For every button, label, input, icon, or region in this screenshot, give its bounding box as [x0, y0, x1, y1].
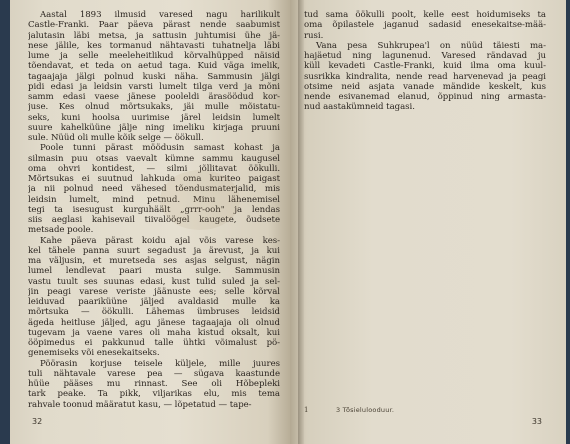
text-line: oma ohvri kontidest, — silmi jõllitavat öökulli.	[28, 163, 280, 174]
right-page	[290, 0, 566, 444]
text-line: tugevam ja vaene vares oli maha kistud oksalt, kui	[28, 327, 280, 338]
text-line: Mõrtsukas ei suutnud lahkuda oma kuriteo paigast	[28, 174, 280, 184]
text-line: jin peagi varese veriste jäänuste ees; selle kõrval	[28, 286, 280, 297]
text-line: nende esivanemad elanud, õppinud ning armasta-	[304, 92, 546, 102]
text-line: Castle-Franki. Paar päeva pärast nende saabumist	[28, 20, 280, 31]
signature-line	[336, 406, 394, 414]
text-line: otsime neid asjata vanade mändide keskelt, kus	[304, 81, 546, 92]
text-line: seks, kuni hoolsa uurimise järel leidsin lumelt	[28, 112, 280, 123]
text-line: leidsin lumelt, mind petnud. Minu lähenemisel	[28, 194, 280, 205]
text-line: ägeda heitluse jäljed, agu jänese tagaajaja oli olnud	[28, 317, 280, 328]
text-line: Kahe päeva pärast koidu ajal võis varese kes-	[40, 235, 280, 246]
signature-mark: 1	[304, 406, 309, 414]
text-line: tegi ta isesugust kurguhäält „grrr-ooh" ja lendas	[28, 204, 280, 215]
text-line: Poole tunni pärast möödusin samast kohast ja	[40, 143, 280, 154]
text-line: rahvale toonud määratut kasu, — lõpetatud — tape-	[28, 399, 252, 410]
text-line: tagaajaja jälgi polnud kuski näha. Sammusin jälgi	[28, 71, 280, 82]
text-line: metsade poole.	[28, 225, 94, 236]
text-line: susrikka kindralita, nende read harvenevad ja peagi	[304, 71, 546, 82]
text-line: hüüe pääses mu rinnast. See oli Hõbepleki	[28, 379, 280, 389]
text-line: ja nii polnud need vähesed tõendusmaterjalid, mis	[28, 184, 280, 195]
text-line: suure kahelküüne jälje ning imeliku kirjaga pruuni	[28, 122, 280, 133]
text-line: tuli nähtavale varese pea — sügava kaastunde	[28, 368, 280, 379]
text-line: nud aastakümneid tagasi.	[304, 102, 415, 113]
book-gutter	[298, 0, 304, 444]
text-line: tud sama öökulli poolt, kelle eest hoidumiseks ta	[304, 10, 546, 20]
text-line: genemiseks või enesekaitseks.	[28, 348, 160, 359]
text-line: leiduvad paariküüne jäljed avaldasid mulle ka	[28, 297, 280, 307]
text-line: rusi.	[304, 30, 324, 41]
text-line: lumel lendlevat paari musta sulge. Sammusin	[28, 266, 280, 277]
text-line: siis aeglasi kahisevail tiivalöögel kaugete, õudsete	[28, 215, 280, 225]
left-page	[10, 0, 290, 444]
text-line: pidi edasi ja leidsin varsti lumelt tilga verd ja mõni	[28, 81, 280, 92]
text-line: Vana pesa Suhkrupea'l on nüüd täiesti ma-	[316, 40, 546, 51]
text-line: lume ja selle meeleheitlikud kõrvalhüpped näisid	[28, 51, 280, 61]
text-line: silmasin puu otsas vaevalt kümne sammu kaugusel	[28, 153, 280, 164]
text-line: Aastal 1893 ilmusid varesed nagu harilikult	[40, 10, 280, 20]
text-line: juse. Kes olnud mõrtsukaks, jäi mulle mõistatu-	[28, 102, 280, 113]
left-page-number: 32	[32, 417, 43, 426]
text-line: kel tähele panna suurt segadust ja ärevust, ja kui	[28, 245, 280, 256]
text-line: samm edasi vaese jänese pooleldi ärasöödud kor-	[28, 92, 280, 102]
left-page-text	[28, 10, 280, 410]
text-line: tark peake. Ta pikk, viljarikas elu, mis tema	[28, 389, 280, 400]
right-page-text	[304, 10, 546, 113]
book-spread	[10, 0, 566, 444]
text-line: vastu tuult ses suunas edasi, kust tulid suled ja sel-	[28, 276, 280, 287]
text-line: mõrtsuka — öökulli. Lähemas ümbruses leidsid	[28, 307, 280, 318]
text-line: sule. Nüüd oli mulle kõik selge — öökull.	[28, 133, 204, 143]
signature-title: Tõsielulooduur.	[342, 406, 395, 414]
text-line: ööpimedus ei pakkunud talle ühtki võimalust pö-	[28, 338, 280, 348]
text-line: jalutasin läbi metsa, ja sattusin juhtumisi ühe jä-	[28, 30, 280, 41]
signature-number: 3	[336, 406, 341, 414]
text-line: tõendavat, et teda on aetud taga. Kuid väga imelik,	[28, 61, 280, 72]
right-page-number: 33	[531, 417, 542, 426]
text-line: nese jälile, kes tormanud nähtavasti tuhatnelja läbi	[28, 40, 280, 51]
text-line: oma õpilastele jaganud sadasid enesekaitse-mää-	[304, 20, 546, 31]
text-line: Pöörasin korjuse teisele küljele, mille juures	[40, 358, 280, 369]
text-line: ma väljusin, et muretseda ses asjas selgust, nägin	[28, 256, 280, 266]
text-line: küll kevadeti Castle-Franki, kuid ilma oma kuul-	[304, 61, 546, 72]
text-line: hajäetud ning lagunenud. Varesed rändavad ju	[304, 51, 546, 61]
